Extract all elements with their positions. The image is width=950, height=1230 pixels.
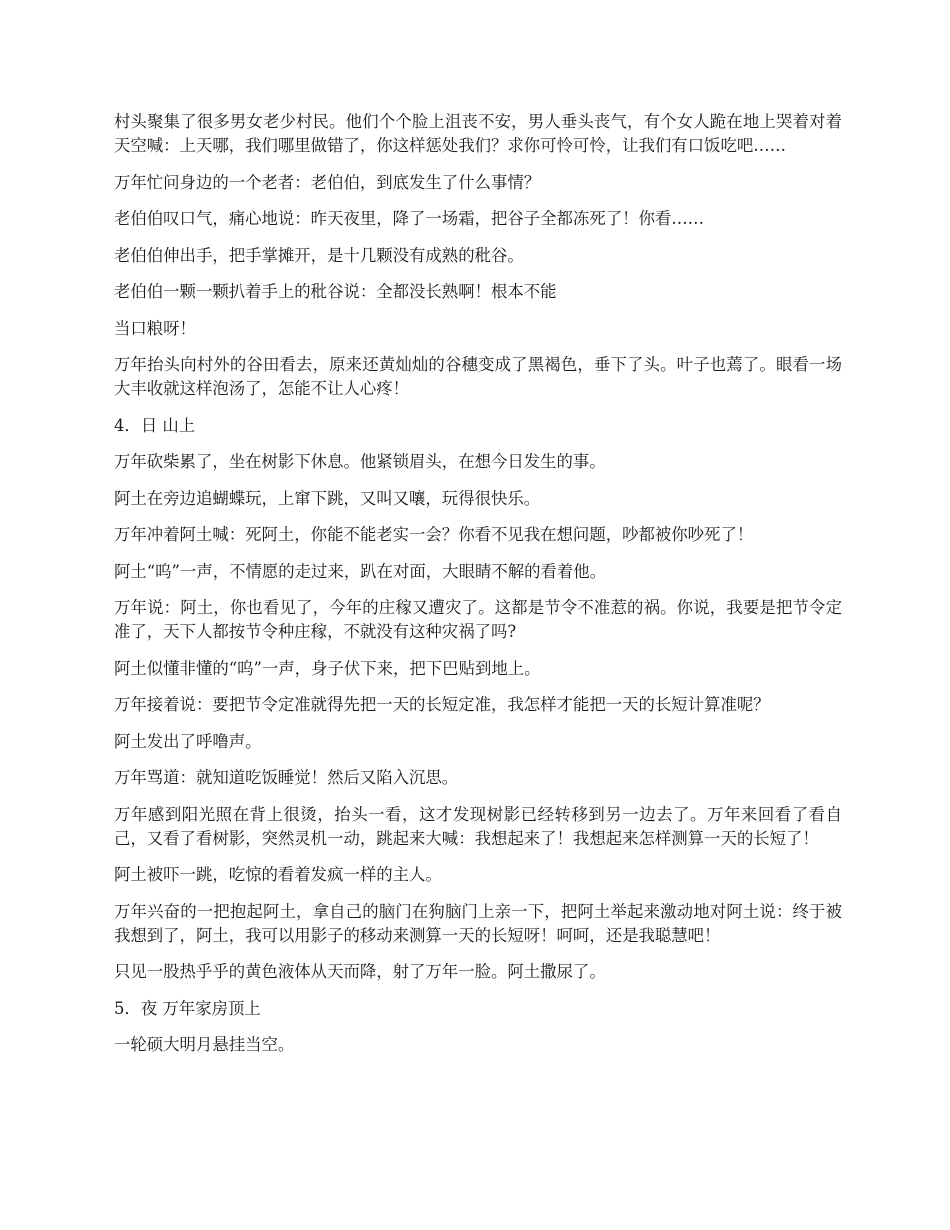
paragraph: 万年砍柴累了，坐在树影下休息。他紧锁眉头，在想今日发生的事。 [114, 452, 606, 471]
paragraph: 阿土发出了呼噜声。 [114, 731, 262, 751]
scene-heading: 5．夜 万年家房顶上 [114, 998, 261, 1018]
paragraph: 万年兴奋的一把抱起阿土，拿自己的脑门在狗脑门上亲一下，把阿土举起来激动地对阿土说：终于被我想到了，阿土，我可以用影子的移动来测算一天的长短呀！呵呵，还是我聪慧吧！ [114, 901, 842, 945]
paragraph: 万年冲着阿土喊：死阿土，你能不能老实一会？你看不见我在想问题，吵都被你吵死了！ [114, 525, 754, 544]
paragraph: 万年抬头向村外的谷田看去，原来还黄灿灿的谷穗变成了黑褐色，垂下了头。叶子也蔫了。眼看一场大丰收就这样泡汤了，怎能不让人心疼！ [114, 355, 842, 398]
paragraph: 万年忙问身边的一个老者：老伯伯，到底发生了什么事情？ [114, 172, 541, 192]
paragraph: 老伯伯一颗一颗扒着手上的秕谷说：全都没长熟啊！根本不能 [114, 282, 557, 301]
paragraph: 阿土似懂非懂的“呜”一声，身子伏下来，把下巴贴到地上。 [114, 658, 541, 678]
paragraph: 万年感到阳光照在背上很烫，抬头一看，这才发现树影已经转移到另一边去了。万年来回看了看自己，又看了看树影，突然灵机一动，跳起来大喊：我想起来了！我想起来怎样测算一天的长短了！ [114, 804, 842, 848]
paragraph: 万年接着说：要把节令定准就得先把一天的长短定准，我怎样才能把一天的长短计算准呢？ [114, 695, 770, 714]
paragraph: 老伯伯叹口气，痛心地说：昨天夜里，降了一场霜，把谷子全都冻死了！你看…… [114, 209, 705, 228]
paragraph: 阿土在旁边追蝴蝶玩，上窜下跳，又叫又嚷，玩得很快乐。 [114, 488, 541, 508]
paragraph: 村头聚集了很多男女老少村民。他们个个脸上沮丧不安，男人垂头丧气，有个女人跪在地上哭着对着天空喊：上天哪，我们哪里做错了，你这样惩处我们？求你可怜可怜，让我们有口饭吃吧…… [114, 112, 842, 155]
document-page [114, 110, 842, 1070]
scene-heading: 4．日 山上 [114, 415, 196, 435]
paragraph: 万年骂道：就知道吃饭睡觉！然后又陷入沉思。 [114, 768, 459, 787]
paragraph: 当口粮呀！ [114, 318, 196, 338]
paragraph: 阿土被吓一跳，吃惊的看着发疯一样的主人。 [114, 865, 442, 884]
paragraph: 万年说：阿土，你也看见了，今年的庄稼又遭灾了。这都是节令不准惹的祸。你说，我要是把节令定准了，天下人都按节令种庄稼，不就没有这种灾祸了吗? [114, 598, 842, 641]
paragraph: 阿土“呜”一声，不情愿的走过来，趴在对面，大眼睛不解的看着他。 [114, 561, 607, 581]
paragraph: 老伯伯伸出手，把手掌摊开，是十几颗没有成熟的秕谷。 [114, 245, 524, 265]
paragraph: 只见一股热乎乎的黄色液体从天而降，射了万年一脸。阿土撒尿了。 [114, 962, 606, 981]
paragraph: 一轮硕大明月悬挂当空。 [114, 1035, 295, 1054]
